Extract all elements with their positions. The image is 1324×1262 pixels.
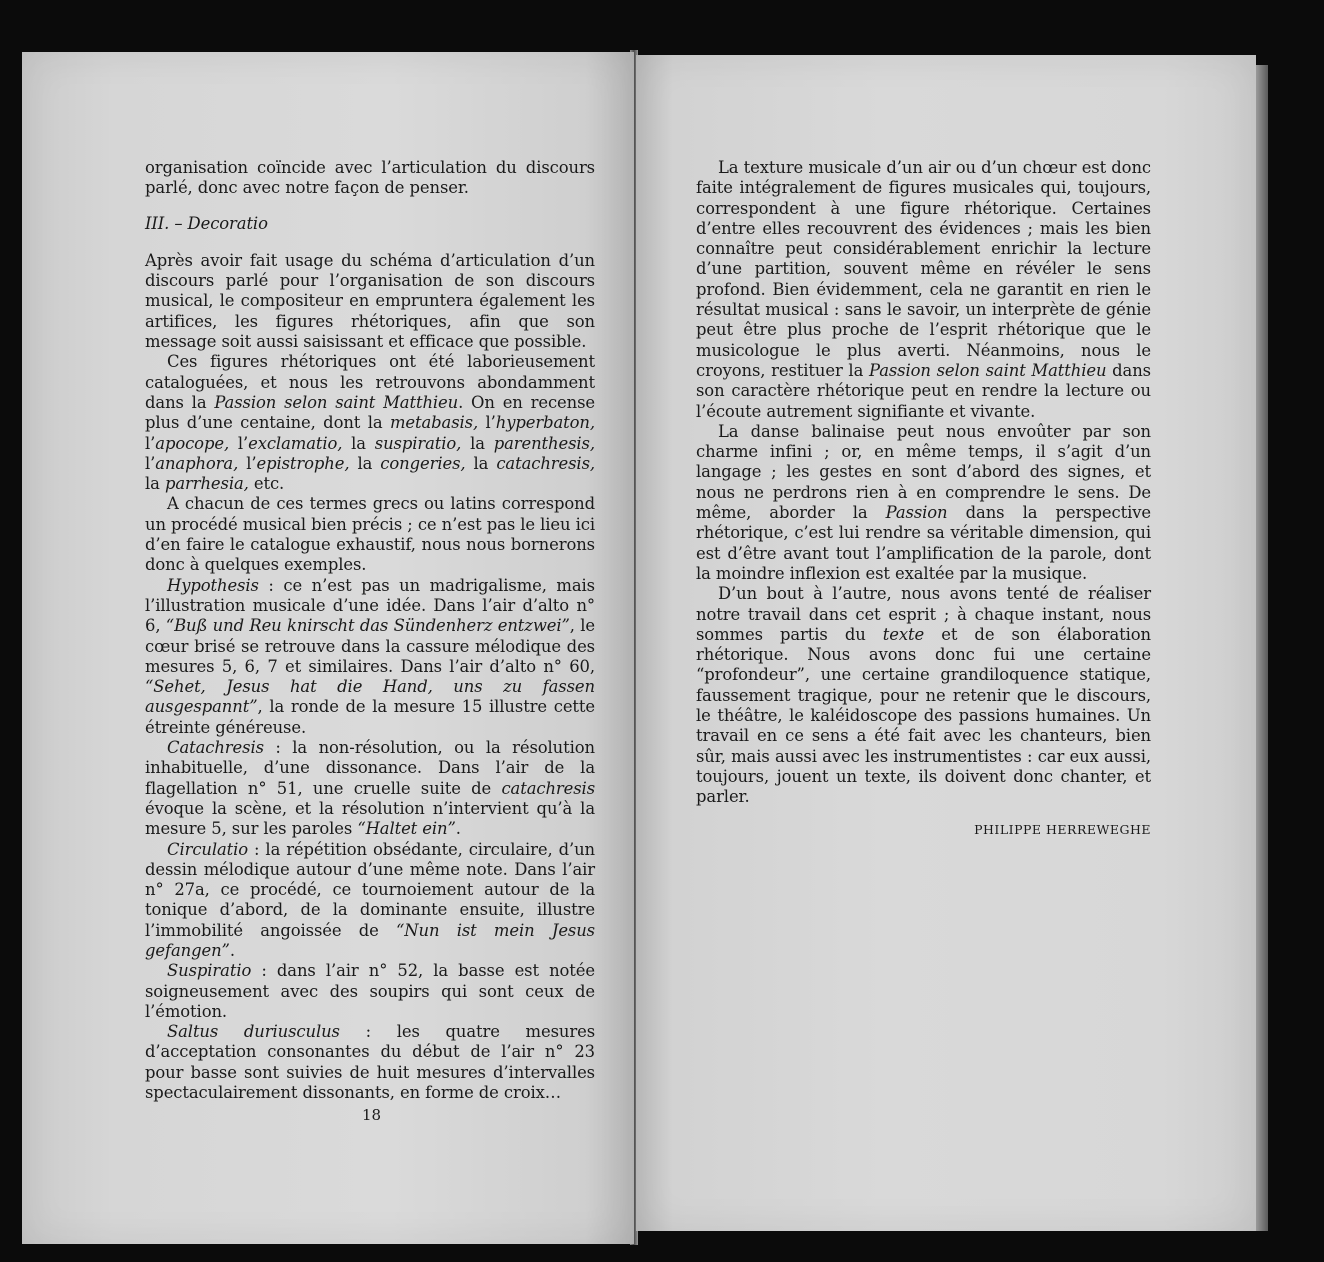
paragraph-texture: La texture musicale d’un air ou d’un chœur est donc faite intégralement de figures musicales qui, toujours, correspondent à une figure rhétorique. Certaines d’entre elles recouvrent des évidences ; mais les bien connaître peut considérablement enrichir la lecture d’une partition, souvent même en révéler le sens profond. Bien évidemment, cela ne garantit en rien le résultat musical : sans le savoir, un interprète de génie peut être plus proche de l’esprit rhétorique que le musicologue le plus averti. Néanmoins, nous le croyons, restituer la Passion selon saint Matthieu dans son caractère rhétorique peut en rendre la lecture ou l’écoute autrement signifiante et vivante. — [696, 158, 1151, 421]
paragraph-circulatio: Circulatio : la répétition obsédante, circulaire, d’un dessin mélodique autour d’une même note. Dans l’air n° 27a, ce procédé, ce tournoiement autour de la tonique d’abord, de la dominante ensuite, illustre l’immobilité angoissée de “Nun ist mein Jesus gefangen”. — [145, 839, 595, 960]
paragraph-terms: A chacun de ces termes grecs ou latins correspond un procédé musical bien précis ; ce n’est pas le lieu ici d’en faire le catalogue exhaustif, nous nous bornerons donc à quelques exemples. — [145, 494, 595, 575]
left-text-column — [145, 158, 595, 1103]
author-signature: PHILIPPE HERREWEGHE — [974, 821, 1151, 837]
paragraph-catachresis: Catachresis : la non-résolution, ou la résolution inhabituelle, d’une dissonance. Dans l’air de la flagellation n° 51, une cruelle suite de catachresis évoque la scène, et la résolution n’intervient qu’à la mesure 5, sur les paroles “Haltet ein”. — [145, 738, 595, 839]
opening-paragraph: organisation coïncide avec l’articulation du discours parlé, donc avec notre façon de penser. — [145, 158, 595, 198]
paragraph-figures: Ces figures rhétoriques ont été laborieusement cataloguées, et nous les retrouvons abondamment dans la Passion selon saint Matthieu. On en recense plus d’une centaine, dont la metabasis, l’hyperbaton, l’apocope, l’exclamatio, la suspiratio, la parenthesis, l’anaphora, l’epistrophe, la congeries, la catachresis, la parrhesia, etc. — [145, 352, 595, 494]
paragraph-saltus: Saltus duriusculus : les quatre mesures d’acceptation consonantes du début de l’air n° 23 pour basse sont suivies de huit mesures d’intervalles spectaculairement dissonants, en forme de croix… — [145, 1022, 595, 1103]
paragraph-suspiratio: Suspiratio : dans l’air n° 52, la basse est notée soigneusement avec des soupirs qui sont ceux de l’émotion. — [145, 961, 595, 1021]
paragraph-dance: La danse balinaise peut nous envoûter par son charme infini ; or, en même temps, il s’agit d’un langage ; les gestes en sont d’abord des signes, et nous ne perdrons rien à en comprendre le sens. De même, aborder la Passion dans la perspective rhétorique, c’est lui rendre sa véritable dimension, qui est d’être avant tout l’amplification de la parole, dont la moindre inflexion est exaltée par la musique. — [696, 421, 1151, 583]
page-number-left: 18 — [362, 1106, 382, 1124]
section-heading: III. – Decoratio — [145, 213, 268, 233]
paragraph-hypothesis: Hypothesis : ce n’est pas un madrigalisme, mais l’illustration musicale d’une idée. Dans l’air d’alto n° 6, “Buß und Reu knirscht das Sündenherz entzwei”, le cœur brisé se retrouve dans la cassure mélodique des mesures 5, 6, 7 et similaires. Dans l’air d’alto n° 60, “Sehet, Jesus hat die Hand, uns zu fassen ausgespannt”, la ronde de la mesure 15 illustre cette étreinte généreuse. — [145, 575, 595, 737]
right-text-column — [696, 158, 1151, 840]
paragraph-work: D’un bout à l’autre, nous avons tenté de réaliser notre travail dans cet esprit ; à chaque instant, nous sommes partis du texte et de son élaboration rhétorique. Nous avons donc fui une certaine “profondeur”, une certaine grandiloquence statique, faussement tragique, pour ne retenir que le discours, le théâtre, le kaléidoscope des passions humaines. Un travail en ce sens a été fait avec les chanteurs, bien sûr, mais aussi avec les instrumentistes : car eux aussi, toujours, jouent un texte, ils doivent donc chanter, et parler. — [696, 584, 1152, 807]
paragraph-intro: Après avoir fait usage du schéma d’articulation d’un discours parlé pour l’organisation de son discours musical, le compositeur en empruntera également les artifices, les figures rhétoriques, afin que son message soit aussi saisissant et efficace que possible. — [145, 250, 595, 352]
page-edge — [1256, 65, 1268, 1231]
